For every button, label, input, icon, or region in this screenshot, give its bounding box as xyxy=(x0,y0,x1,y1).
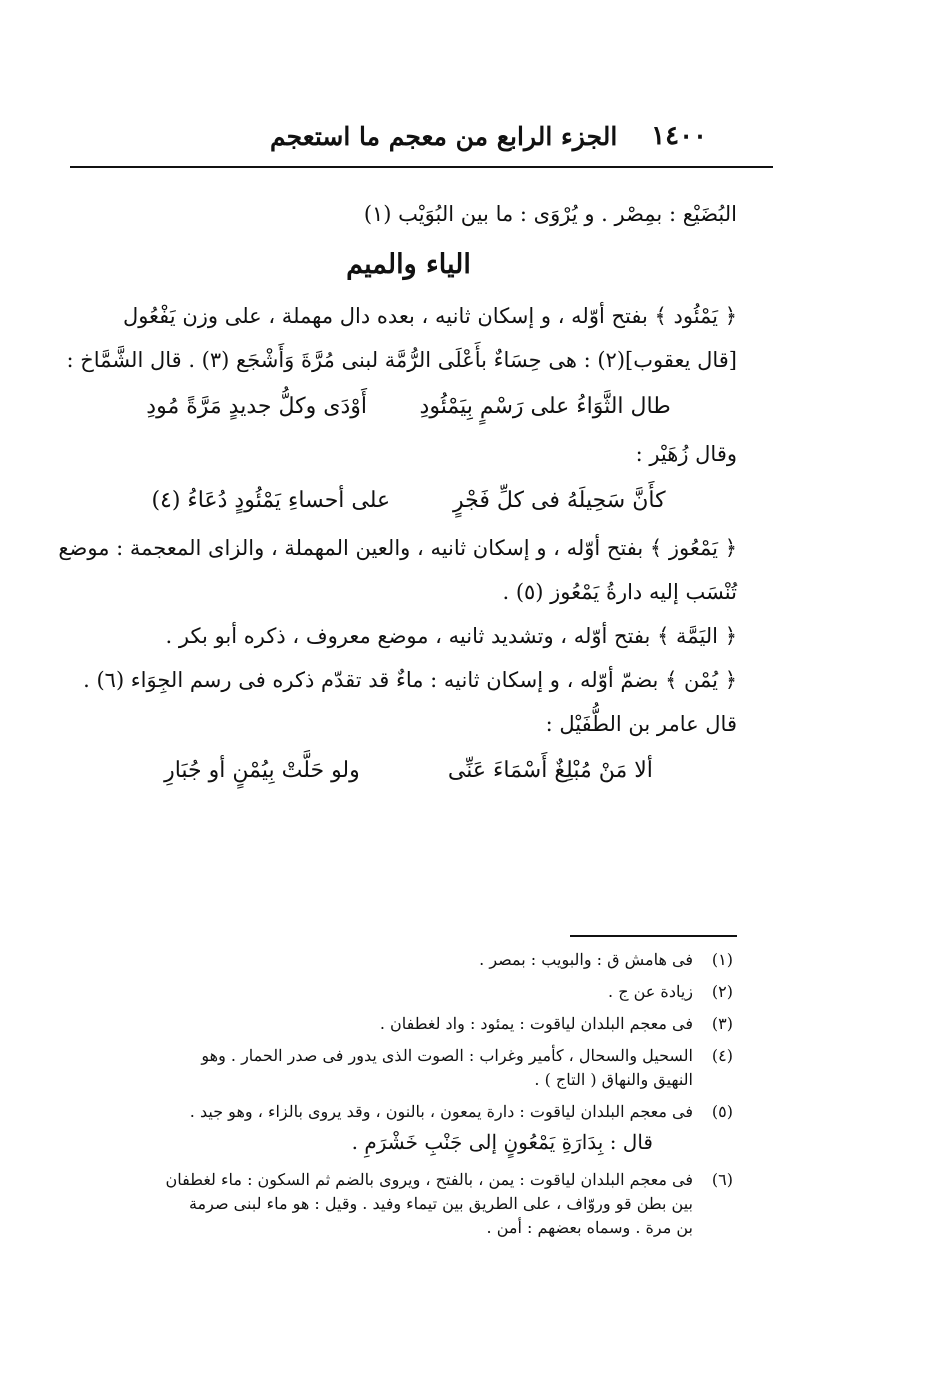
footnote-text: فى هامش ق : والبويب : بمصر . xyxy=(479,950,693,969)
verse-hemistich-first: طال الثَّوَاءُ على رَسْمٍ بِيَمْئُودِ xyxy=(419,394,671,419)
verse-hemistich-first: كأَنَّ سَحِيلَهُ فى كلِّ فَجْرٍ xyxy=(453,488,666,513)
entry-yamud-line-1: ﴿ يَمْئُود ﴾ بفتح أوّله ، و إسكان ثانيه ، بعده دال مهملة ، على وزن يَفْعُول xyxy=(122,304,737,328)
footnote-number: (٤) xyxy=(711,1046,733,1065)
footnote-5 xyxy=(80,1100,733,1160)
footnote-text: فى معجم البلدان لياقوت : يمن ، بالفتح ، ويروى بالضم ثم السكون : ماء لغطفان xyxy=(165,1170,693,1189)
entry-yamuz-line-1: ﴿ يَمْعُوز ﴾ بفتح أوّله ، و إسكان ثانيه ، والعين المهملة ، والزاى المعجمة : موضع xyxy=(58,536,737,560)
verse-hemistich-second: أَوْدَى وكلُّ جديدٍ مَرَّةً مُودِ xyxy=(146,394,367,419)
entry-yamma: ﴿ اليَمَّة ﴾ بفتح أوّله ، وتشديد ثانيه ، موضع معروف ، ذكره أبو بكر . xyxy=(165,624,737,648)
footnote-6 xyxy=(80,1168,733,1240)
footnote-3 xyxy=(80,1012,733,1036)
footnote-text: فى معجم البلدان لياقوت : دارة يمعون ، بالنون ، وقد يروى بالزاء ، وهو جيد . xyxy=(189,1102,693,1121)
footnote-number: (٥) xyxy=(711,1102,733,1121)
footnote-number: (٦) xyxy=(711,1170,733,1189)
footnote-text: بن مرة . وسماه بعضهم : أمن . xyxy=(486,1218,693,1237)
footnote-4 xyxy=(80,1044,733,1092)
footnote-2 xyxy=(80,980,733,1004)
verse-hemistich-first: ألا مَنْ مُبْلِغٌ أَسْمَاءَ عَنِّى xyxy=(447,758,653,783)
section-heading: الياء والميم xyxy=(346,249,471,280)
zuhair-intro: وقال زُهَيْر : xyxy=(635,442,737,466)
verse-zuhair xyxy=(80,476,737,526)
verse-hemistich-second: ولو حَلَّتْ بِيُمْنٍ أو جُبَارِ xyxy=(164,758,360,783)
footnotes xyxy=(80,948,733,1248)
footnote-text: زيادة عن ج . xyxy=(608,982,693,1001)
footnote-number: (١) xyxy=(711,950,733,969)
footnote-rule xyxy=(570,935,737,937)
footnote-text: النهيق والنهاق ( التاج ) . xyxy=(534,1070,693,1089)
footnote-quote: قال : بِدَارَةِ يَمْعُونٍ إلى جَنْبِ خَشْرَمِ . xyxy=(351,1130,653,1154)
verse-shammakh xyxy=(80,382,737,432)
footnote-text: فى معجم البلدان لياقوت : يمئود : واد لغطفان . xyxy=(379,1014,693,1033)
entry-yamuz-line-2: تُنْسَب إليه دارةُ يَمْعُوز (٥) . xyxy=(502,580,737,604)
entry-yamud-line-2: [قال يعقوب](٢) : هى حِسَاءٌ بأَعْلَى الرُّمَّة لبنى مُرَّةَ وَأَشْجَع (٣) . قال الشَّمَّاخ : xyxy=(66,348,737,372)
page-number: ١٤٠٠ xyxy=(651,121,707,151)
entry-yumn: ﴿ يُمْن ﴾ بضمّ أوّله ، و إسكان ثانيه : ماءٌ قد تقدّم ذكره فى رسم الجِوَاء (٦) . xyxy=(83,668,737,692)
footnote-number: (٣) xyxy=(711,1014,733,1033)
verse-hemistich-second: على أحساءِ يَمْئُودٍ دُعَاءُ (٤) xyxy=(151,488,391,513)
footnote-number: (٢) xyxy=(711,982,733,1001)
footnote-text: بين بطن قو وروّاف ، على الطريق بين تيماء وفيد . وقيل : هو ماء لبنى صرمة xyxy=(188,1194,693,1213)
running-title: الجزء الرابع من معجم ما استعجم xyxy=(270,121,618,151)
main-text xyxy=(58,192,737,796)
header-rule xyxy=(70,166,773,168)
verse-amir xyxy=(80,746,737,796)
footnote-1 xyxy=(80,948,733,972)
entry-budayh: البُضَيْع : بمِصْر . و يُرْوَى : ما بين البُوَيْب (١) xyxy=(363,202,737,226)
amir-intro: قال عامر بن الطُّفَيْل : xyxy=(545,712,737,736)
page-header xyxy=(270,116,707,156)
footnote-text: السحيل والسحال ، كأمير وغراب : الصوت الذى يدور فى صدر الحمار . وهو xyxy=(201,1046,693,1065)
